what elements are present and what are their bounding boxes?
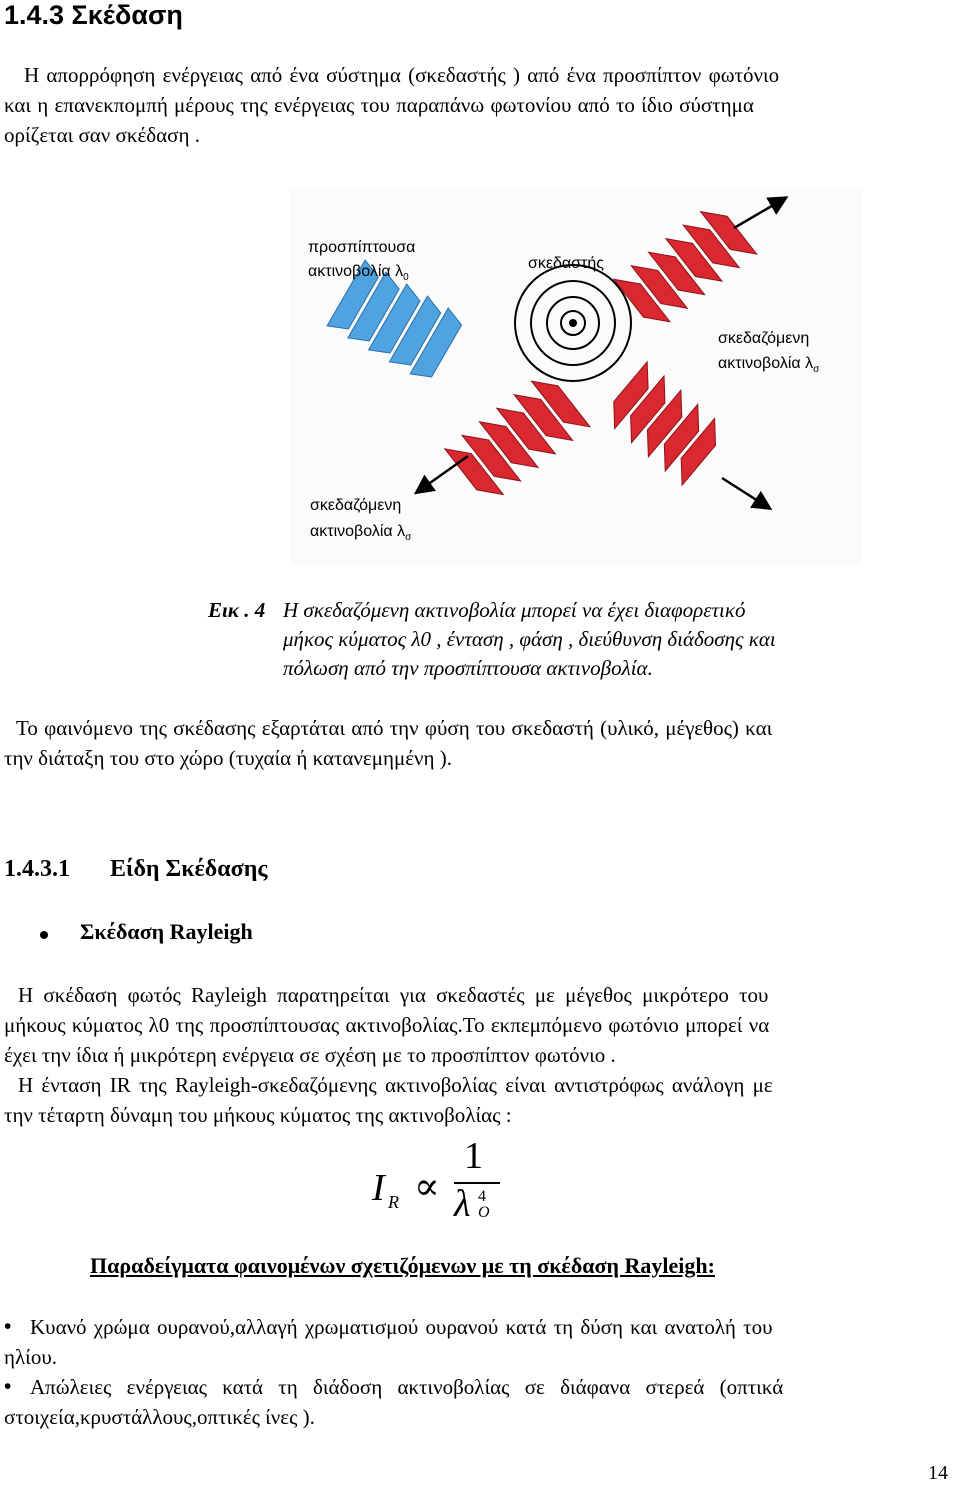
- rayleigh-line-2: μήκους κύματος λ0 της προσπίπτουσας ακτινοβολίας.Το εκπεμπόμενο φωτόνιο μπορεί να: [4, 1013, 770, 1037]
- scattered-left-label-2: ακτινοβολία λ: [310, 523, 406, 540]
- scattered-right-label-2: ακτινοβολία λ: [718, 355, 814, 372]
- scattered-left-sub: σ: [405, 532, 412, 543]
- caption-prefix: Εικ . 4: [208, 598, 266, 622]
- scattered-right-sub: σ: [813, 364, 820, 375]
- section-title: 1.4.3 Σκέδαση: [4, 0, 183, 30]
- formula-denominator: λ: [454, 1183, 471, 1225]
- dependency-paragraph: [4, 713, 956, 773]
- example-item: [4, 1312, 956, 1372]
- example-1-line-2: ηλίου.: [4, 1345, 57, 1369]
- intro-paragraph: [4, 60, 956, 150]
- caption-line-3: πόλωση από την προσπίπτουσα ακτινοβολία.: [283, 656, 653, 680]
- incident-label-sub: 0: [403, 272, 409, 283]
- scattered-right-label-1: σκεδαζόμενη: [718, 330, 810, 347]
- rayleigh-line-1: Η σκέδαση φωτός Rayleigh παρατηρείται για σκεδαστές με μέγεθος μικρότερο του: [18, 983, 769, 1007]
- formula-den-sup: 4: [478, 1188, 486, 1205]
- scattering-figure: [290, 188, 862, 566]
- formula-relation: ∝: [414, 1166, 440, 1208]
- rayleigh-paragraph: [4, 980, 956, 1130]
- example-item: [4, 1372, 956, 1432]
- bullet-symbol: •: [4, 1375, 12, 1398]
- rayleigh-heading: Σκέδαση Rayleigh: [80, 919, 253, 944]
- rayleigh-formula: [366, 1135, 526, 1225]
- formula-lhs: I: [372, 1167, 385, 1209]
- rayleigh-line-4: Η ένταση IR της Rayleigh-σκεδαζόμενης ακτινοβολίας είναι αντιστρόφως ανάλογη με: [18, 1073, 773, 1097]
- subsection-title: Είδη Σκέδασης: [110, 856, 268, 882]
- formula-numerator: 1: [464, 1135, 483, 1177]
- intro-line-1: Η απορρόφηση ενέργειας από ένα σύστημα (σκεδαστής ) από ένα προσπίπτον φωτόνιο: [24, 63, 780, 87]
- subsection-heading: [4, 856, 267, 883]
- para2-line-2: την διάταξη του στο χώρο (τυχαία ή κατανεμημένη ).: [4, 746, 453, 770]
- scatterer-center: [569, 319, 577, 327]
- examples-heading: Παραδείγματα φαινομένων σχετιζόμενων με τη σκέδαση Rayleigh:: [90, 1253, 715, 1278]
- scatterer-label: σκεδαστής: [528, 255, 604, 272]
- caption-line-2: μήκος κύματος λ0 , ένταση , φάση , διεύθυνση διάδοσης και: [283, 627, 776, 651]
- bullet-symbol: •: [4, 1315, 12, 1338]
- incident-label-1: προσπίπτουσα: [308, 239, 416, 256]
- subsection-number: 1.4.3.1: [4, 856, 70, 882]
- rayleigh-line-3: έχει την ίδια ή μικρότερη ενέργεια σε σχέση με το προσπίπτον φωτόνιο .: [4, 1043, 616, 1067]
- formula-den-sub: O: [478, 1204, 490, 1221]
- para2-line-1: Το φαινόμενο της σκέδασης εξαρτάται από την φύση του σκεδαστή (υλικό, μέγεθος) και: [16, 716, 773, 740]
- incident-label-2: ακτινοβολία λ: [308, 263, 404, 280]
- example-2-line-2: στοιχεία,κρυστάλλους,οπτικές ίνες ).: [4, 1405, 315, 1429]
- page-number: 14: [928, 1462, 948, 1484]
- figure-caption: [208, 596, 928, 683]
- examples-list: [4, 1312, 956, 1432]
- example-2-line-1: Απώλειες ενέργειας κατά τη διάδοση ακτινοβολίας σε διάφανα στερεά (οπτικά: [30, 1375, 784, 1399]
- example-1-line-1: Κυανό χρώμα ουρανού,αλλαγή χρωματισμού ουρανού κατά τη δύση και ανατολή του: [30, 1315, 773, 1339]
- formula-lhs-sub: R: [388, 1192, 399, 1212]
- rayleigh-bullet: [40, 931, 48, 939]
- caption-line-1: Η σκεδαζόμενη ακτινοβολία μπορεί να έχει διαφορετικό: [283, 598, 746, 622]
- intro-line-2: και η επανεκπομπή μέρους της ενέργειας του παραπάνω φωτονίου από το ίδιο σύστημα: [4, 93, 754, 117]
- scattered-left-label-1: σκεδαζόμενη: [310, 497, 402, 514]
- intro-line-3: ορίζεται σαν σκέδαση .: [4, 123, 200, 147]
- rayleigh-line-5: την τέταρτη δύναμη του μήκους κύματος της ακτινοβολίας :: [4, 1103, 512, 1127]
